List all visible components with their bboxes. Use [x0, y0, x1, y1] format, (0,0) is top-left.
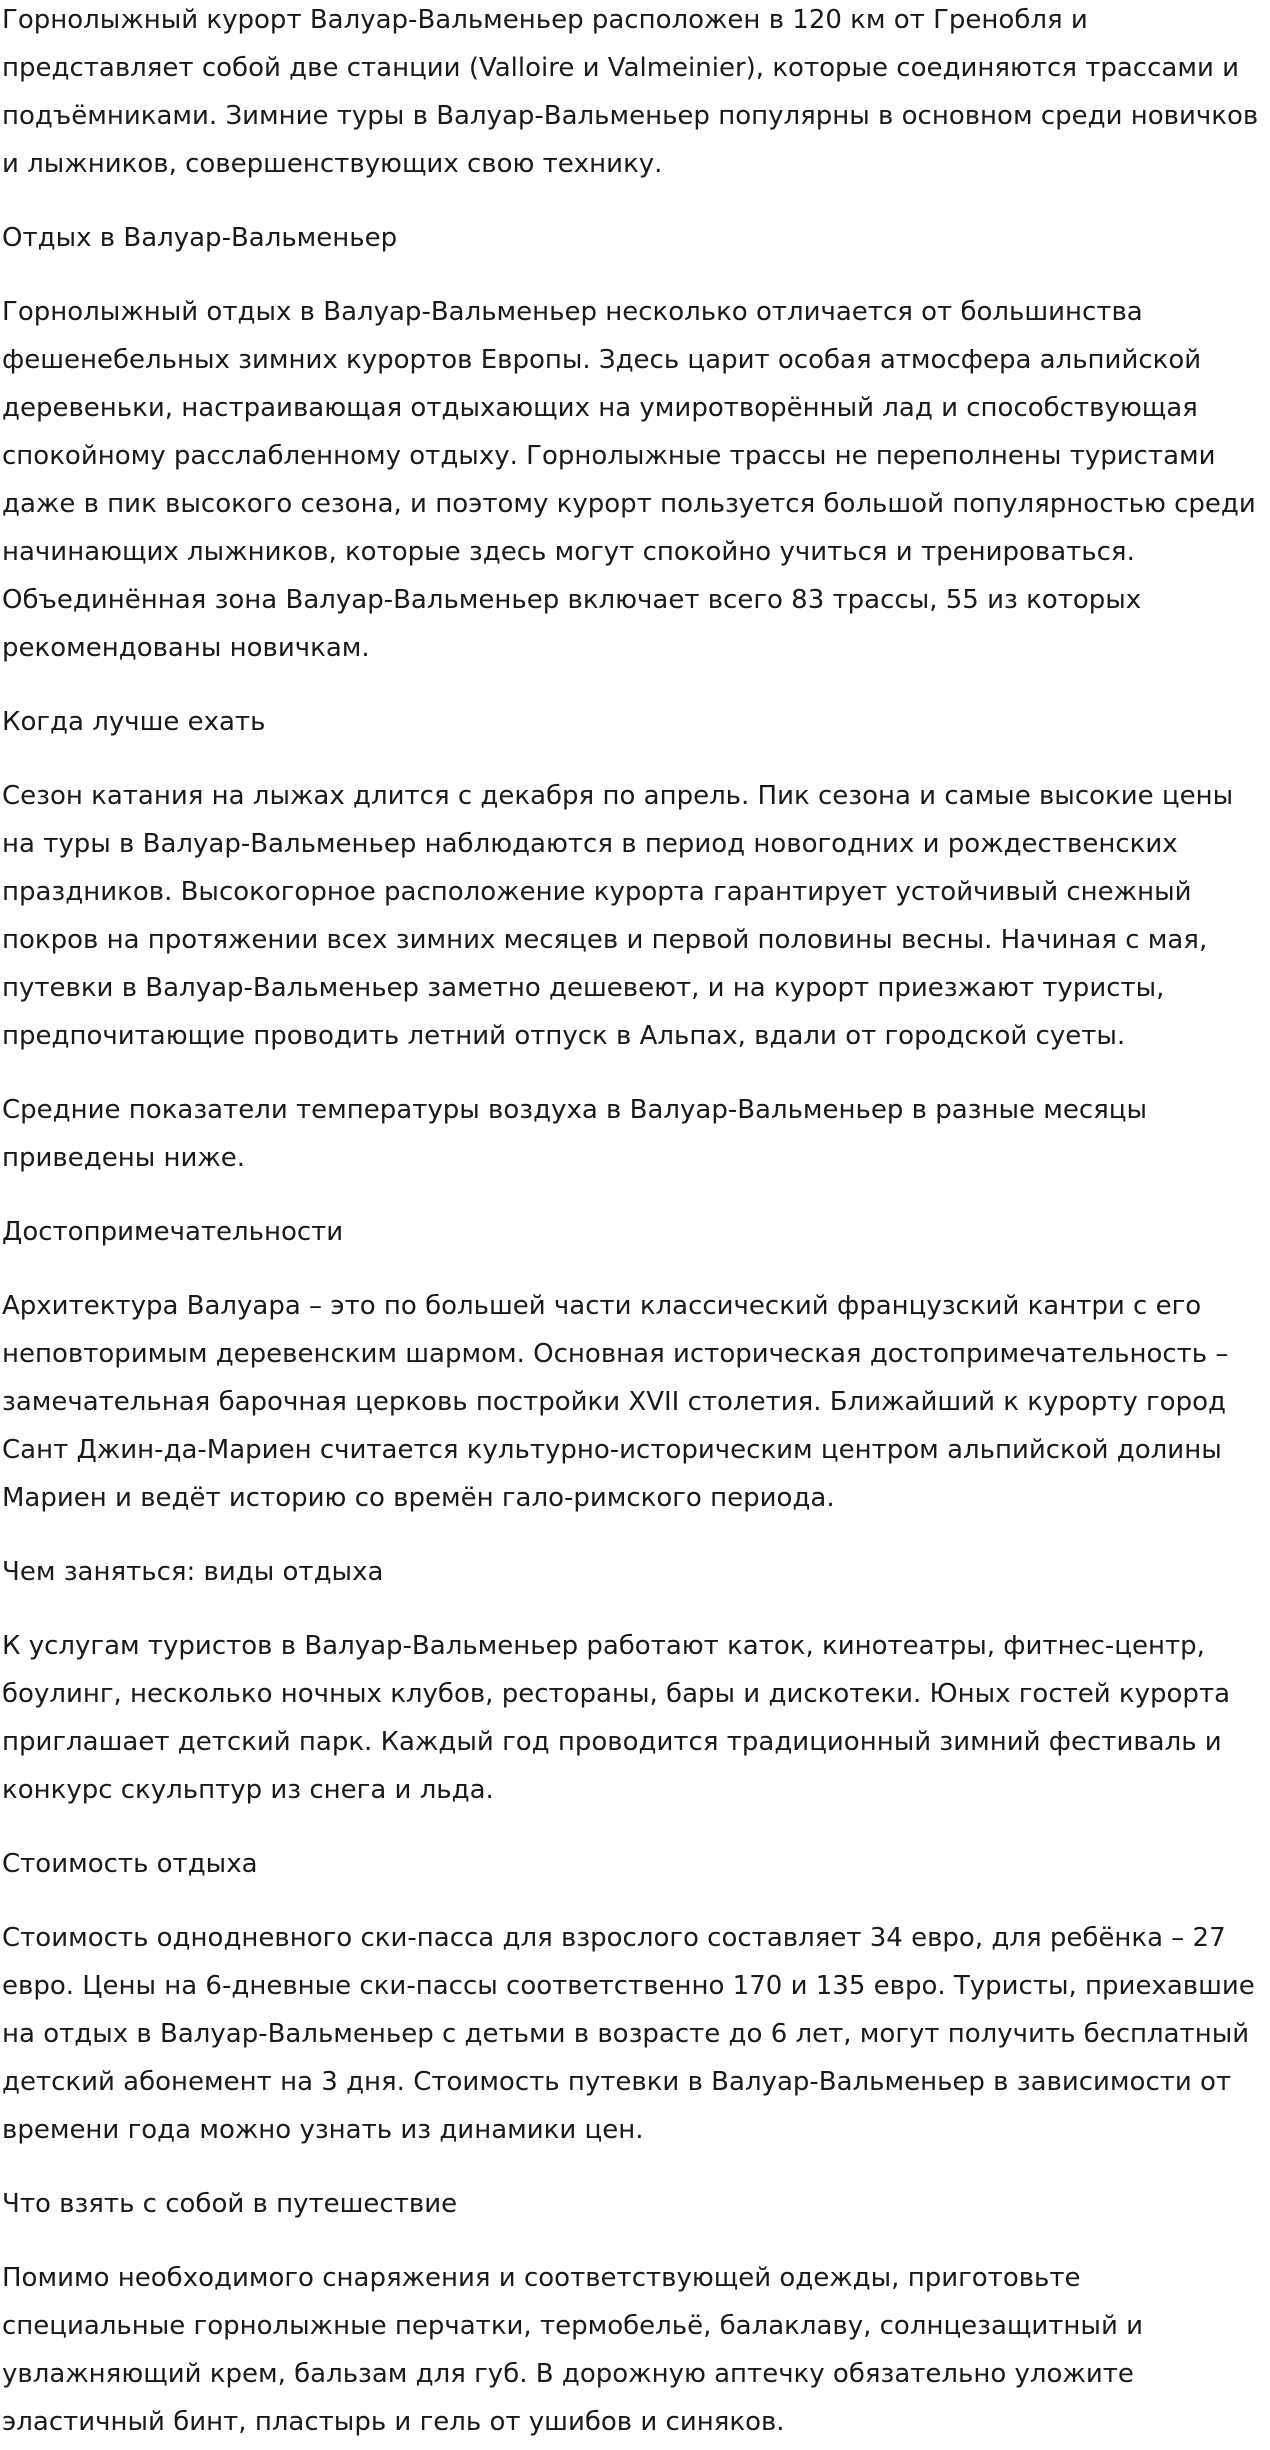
temperature-note-paragraph: Средние показатели температуры воздуха в Валуар-Вальменьер в разные месяцы приведены ниже.	[2, 1095, 1148, 1173]
intro-paragraph: Горнолыжный курорт Валуар-Вальменьер расположен в 120 км от Гренобля и представляет собой две станции (Valloire и Valmeinier), которые соединяются трассами и подъёмниками. Зимние туры в Валуар-Вальменьер популярны в основном среди новичков и лыжников, совершенствующих свою технику.	[2, 5, 1259, 179]
season-paragraph: Сезон катания на лыжах длится с декабря по апрель. Пик сезона и самые высокие цены на туры в Валуар-Вальменьер наблюдаются в период новогодних и рождественских праздников. Высокогорное расположение курорта гарантирует устойчивый снежный покров на протяжении всех зимних месяцев и первой половины весны. Начиная с мая, путевки в Валуар-Вальменьер заметно дешевеют, и на курорт приезжают туристы, предпочитающие проводить летний отпуск в Альпах, вдали от городской суеты.	[2, 781, 1234, 1051]
section-heading-sights: Достопримечательности	[2, 1217, 344, 1247]
rest-paragraph: Горнолыжный отдых в Валуар-Вальменьер несколько отличается от большинства фешенебельных зимних курортов Европы. Здесь царит особая атмосфера альпийской деревеньки, настраивающая отдыхающих на умиротворённый лад и способствующая спокойному расслабленному отдыху. Горнолыжные трассы не переполнены туристами даже в пик высокого сезона, и поэтому курорт пользуется большой популярностью среди начинающих лыжников, которые здесь могут спокойно учиться и тренироваться. Объединённая зона Валуар-Вальменьер включает всего 83 трассы, 55 из которых рекомендованы новичкам.	[2, 297, 1256, 663]
sights-paragraph: Архитектура Валуара – это по большей части классический французский кантри с его неповторимым деревенским шармом. Основная историческая достопримечательность – замечательная барочная церковь постройки XVII столетия. Ближайший к курорту город Сант Джин-да-Мариен считается культурно-историческим центром альпийской долины Мариен и ведёт историю со времён гало-римского периода.	[2, 1291, 1229, 1513]
section-heading-activities: Чем заняться: виды отдыха	[2, 1557, 384, 1587]
prices-paragraph: Стоимость однодневного ски-пасса для взрослого составляет 34 евро, для ребёнка – 27 евро. Цены на 6-дневные ски-пассы соответственно 170 и 135 евро. Туристы, приехавшие на отдых в Валуар-Вальменьер с детьми в возрасте до 6 лет, могут получить бесплатный детский абонемент на 3 дня. Стоимость путевки в Валуар-Вальменьер в зависимости от времени года можно узнать из динамики цен.	[2, 1923, 1255, 2145]
activities-paragraph: К услугам туристов в Валуар-Вальменьер работают каток, кинотеатры, фитнес-центр, боулинг, несколько ночных клубов, рестораны, бары и дискотеки. Юных гостей курорта приглашает детский парк. Каждый год проводится традиционный зимний фестиваль и конкурс скульптур из снега и льда.	[2, 1631, 1231, 1805]
section-heading-packing: Что взять с собой в путешествие	[2, 2189, 458, 2219]
section-heading-prices: Стоимость отдыха	[2, 1849, 258, 1879]
section-heading-when-to-go: Когда лучше ехать	[2, 707, 266, 737]
packing-paragraph: Помимо необходимого снаряжения и соответствующей одежды, приготовьте специальные горнолыжные перчатки, термобельё, балаклаву, солнцезащитный и увлажняющий крем, бальзам для губ. В дорожную аптечку обязательно уложите эластичный бинт, пластырь и гель от ушибов и синяков.	[2, 2263, 1144, 2437]
section-heading-rest: Отдых в Валуар-Вальменьер	[2, 223, 398, 253]
